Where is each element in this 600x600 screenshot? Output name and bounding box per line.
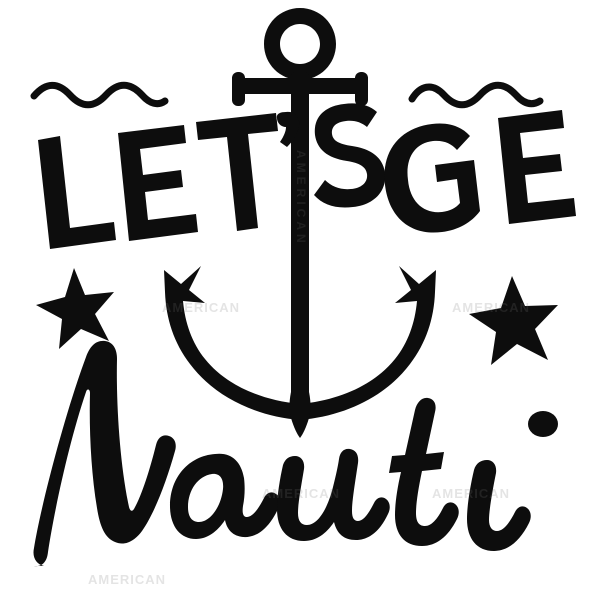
- anchor-icon: [164, 8, 436, 438]
- watermark-text: AMERICAN: [88, 572, 167, 587]
- starfish-right-icon: [469, 276, 558, 365]
- text-lets: [38, 103, 385, 249]
- watermark-text: AMERICAN: [262, 486, 341, 501]
- wave-left-icon: [34, 85, 165, 105]
- watermark-text: AMERICAN: [452, 300, 531, 315]
- watermark-text: AMERICAN: [162, 300, 241, 315]
- watermark-text: AMERICAN: [432, 486, 511, 501]
- wave-right-icon: [412, 85, 540, 105]
- text-get: [384, 110, 576, 233]
- starfish-left-icon: [36, 268, 114, 349]
